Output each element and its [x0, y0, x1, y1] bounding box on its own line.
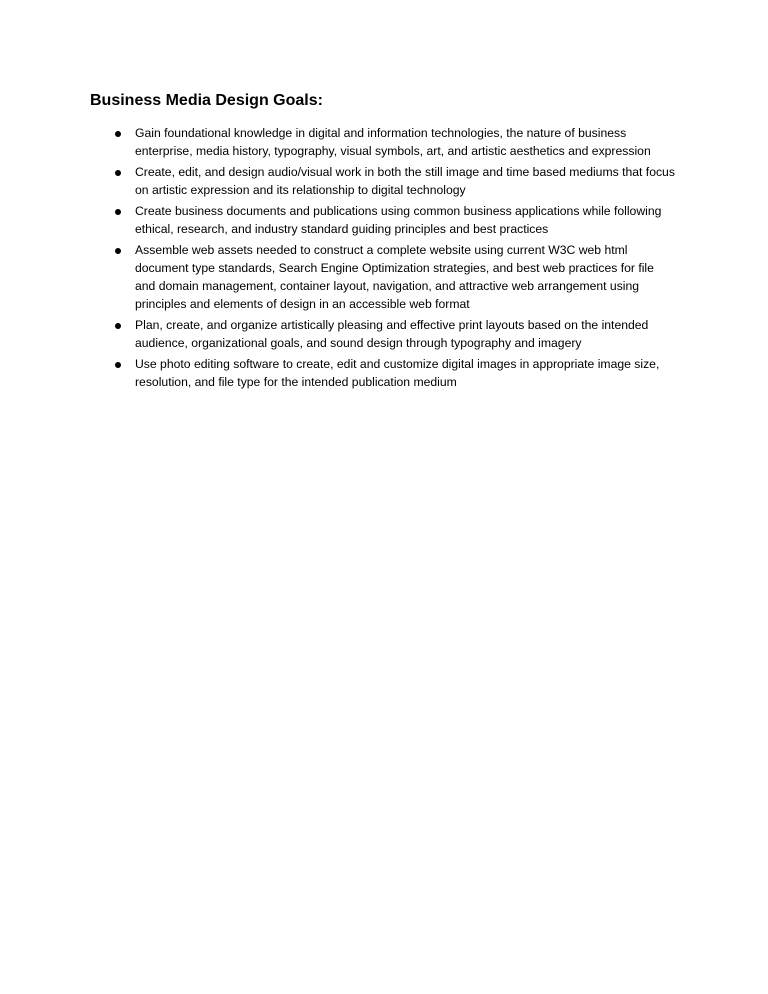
goal-text: Plan, create, and organize artistically pleasing and effective print layouts based on the intended audience, organizational goals, and sound design through typography and imagery [135, 318, 649, 350]
bullet-icon [115, 323, 121, 329]
document-title: Business Media Design Goals: [90, 92, 323, 109]
goal-text: Create, edit, and design audio/visual work in both the still image and time based mediums that focus on artistic expression and its relationship to digital technology [135, 165, 675, 197]
bullet-icon [115, 248, 121, 254]
list-item [0, 316, 768, 352]
list-item [0, 202, 768, 238]
list-item [0, 124, 768, 160]
goals-list [0, 124, 768, 394]
goal-text: Gain foundational knowledge in digital and information technologies, the nature of business enterprise, media history, typography, visual symbols, art, and artistic aesthetics and expression [135, 126, 651, 158]
bullet-icon [115, 170, 121, 176]
bullet-icon [115, 362, 121, 368]
goal-text: Create business documents and publications using common business applications while following ethical, research, and industry standard guiding principles and best practices [135, 204, 662, 236]
list-item [0, 163, 768, 199]
goal-text: Use photo editing software to create, edit and customize digital images in appropriate image size, resolution, and file type for the intended publication medium [135, 357, 660, 389]
goal-text: Assemble web assets needed to construct a complete website using current W3C web html document type standards, Search Engine Optimization strategies, and best web practices for file and domain management, container layout, navigation, and attractive web arrangement using principles and elements of design in an accessible web format [135, 243, 654, 311]
list-item [0, 241, 768, 313]
bullet-icon [115, 209, 121, 215]
bullet-icon [115, 131, 121, 137]
list-item [0, 355, 768, 391]
